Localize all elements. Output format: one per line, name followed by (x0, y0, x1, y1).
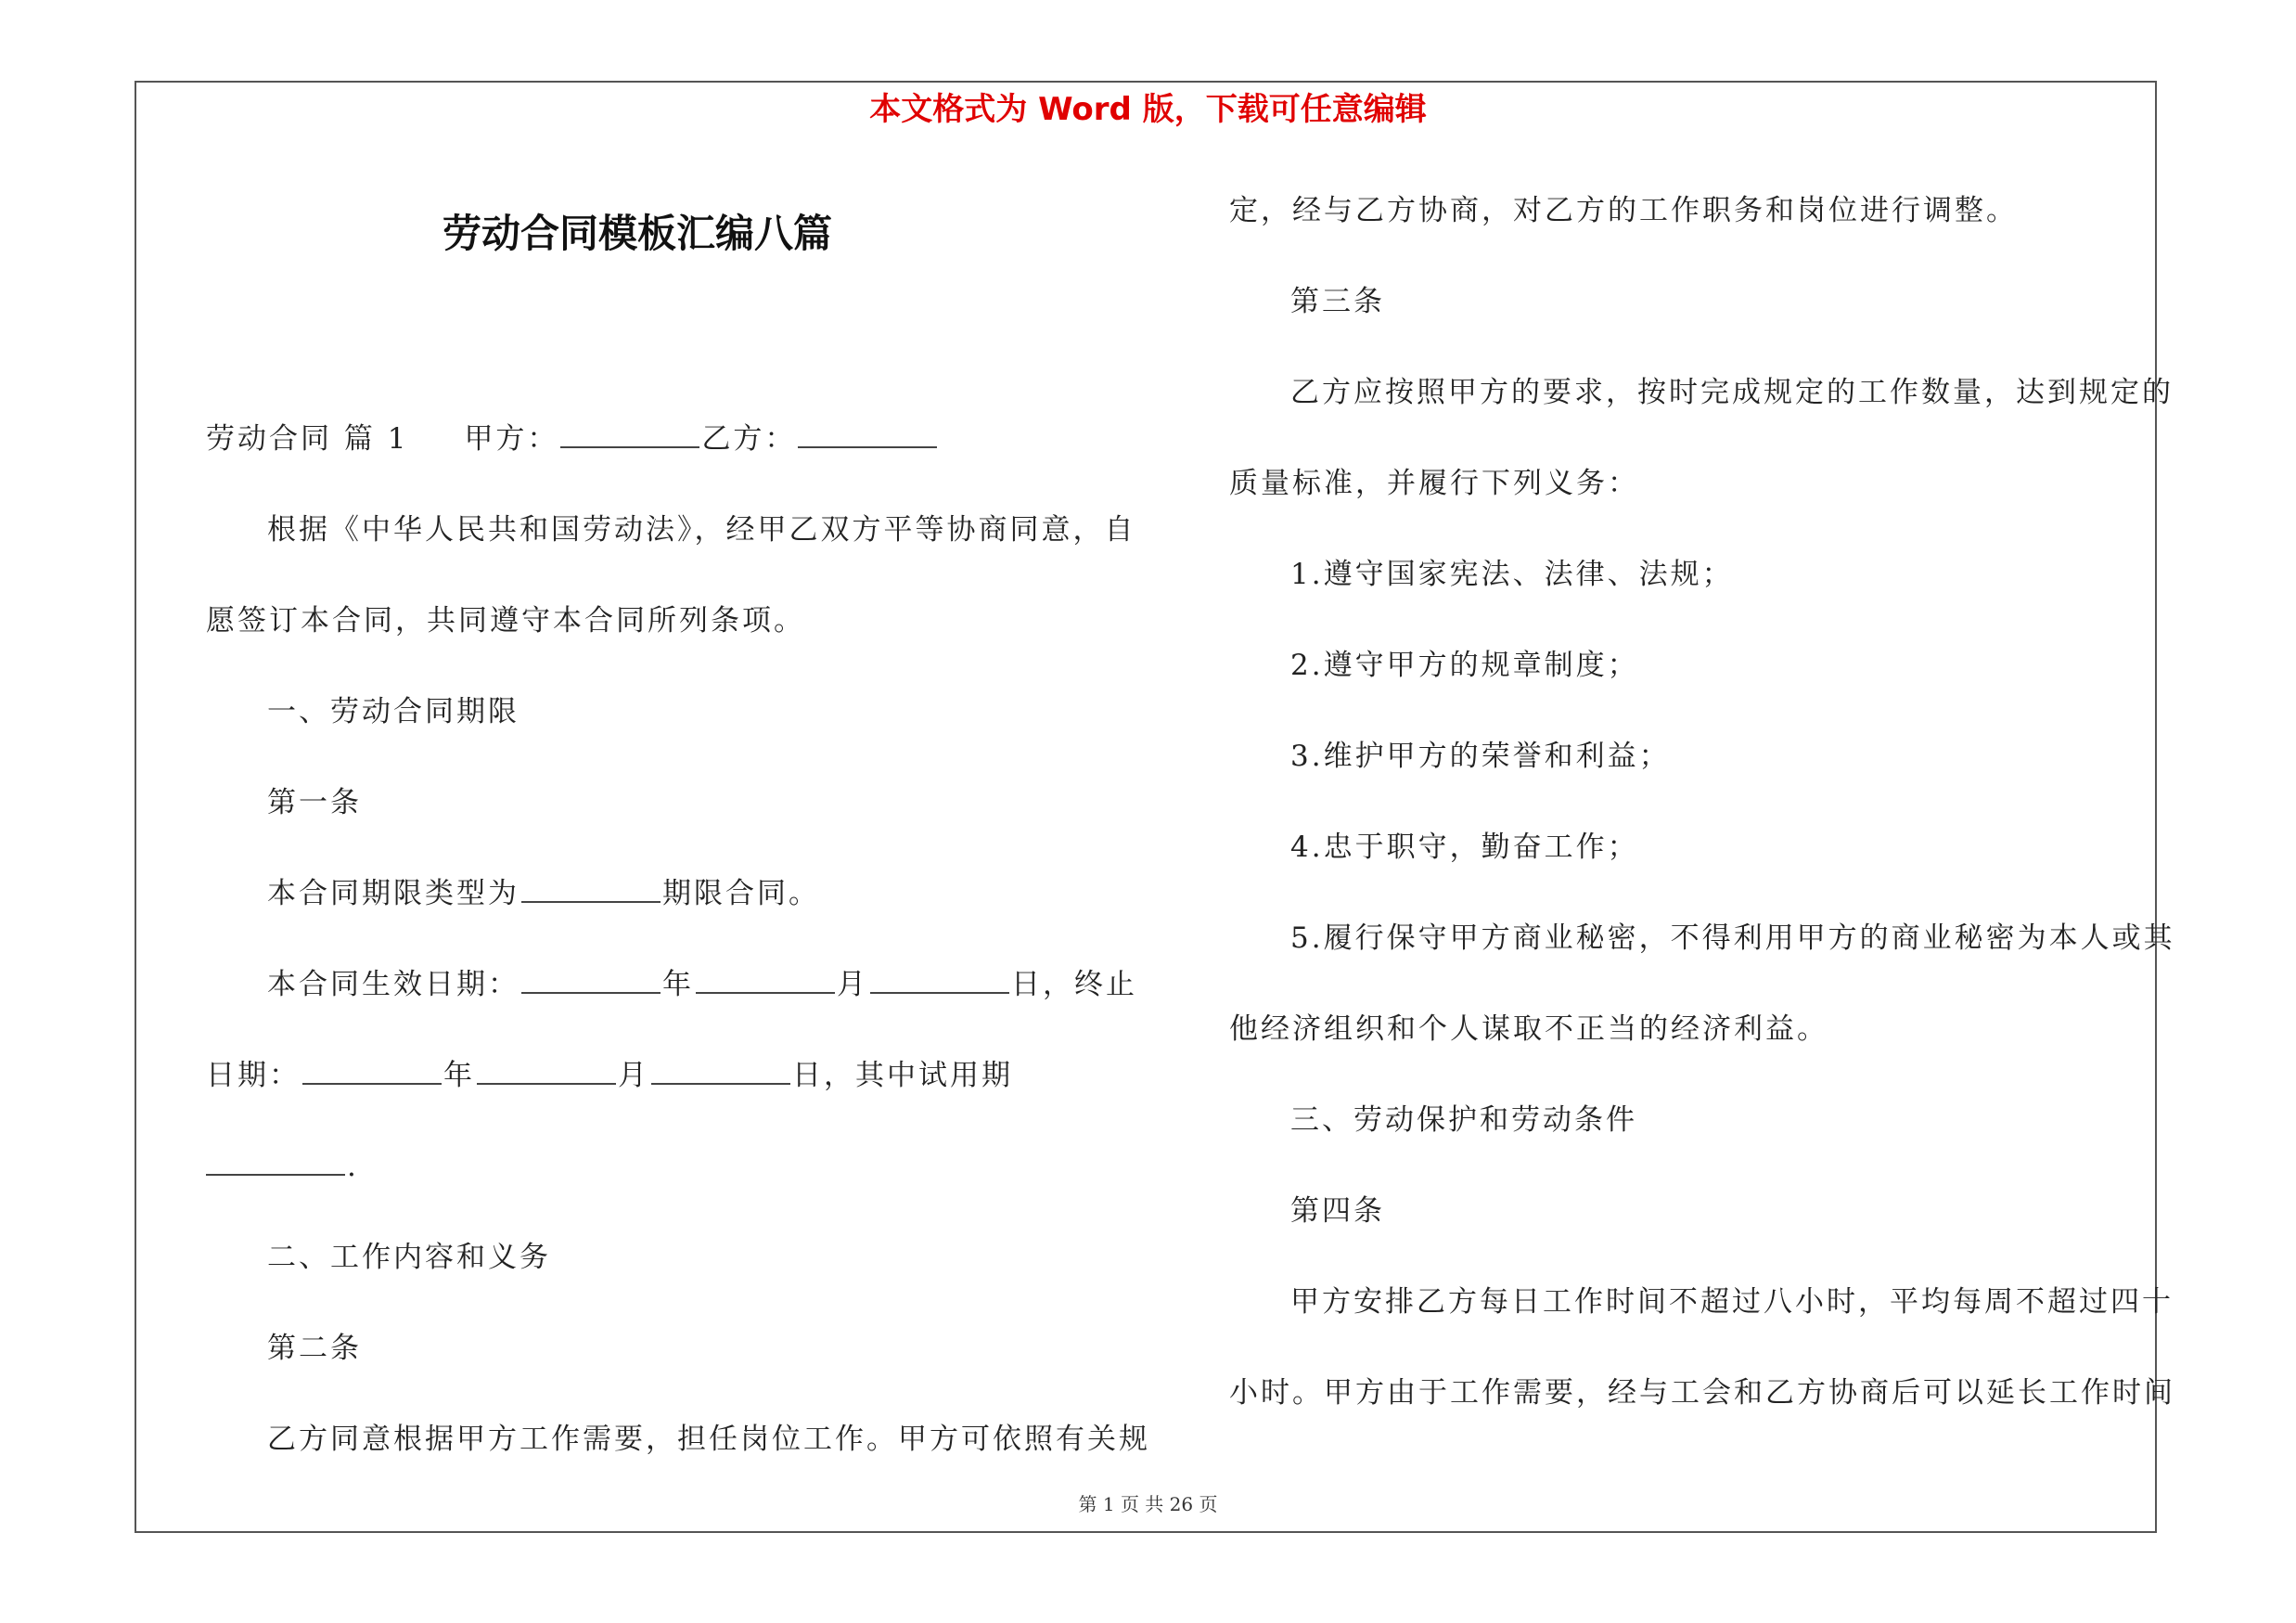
list-item: 1.遵守国家宪法、法律、法规； (1290, 558, 1734, 591)
contract-header-line (206, 411, 1134, 502)
date-blank (302, 1048, 442, 1085)
paragraph: 愿签订本合同，共同遵守本合同所列条项。 (206, 604, 805, 638)
article-heading: 第四条 (1290, 1194, 1385, 1228)
term-type-suffix: 期限合同。 (662, 877, 820, 910)
term-type-label: 本合同期限类型为 (267, 877, 519, 910)
document-title: 劳动合同模板汇编八篇 (442, 211, 832, 256)
month-label: 月 (618, 1059, 649, 1092)
party-b-label: 乙方： (701, 422, 797, 456)
paragraph (206, 1048, 1134, 1139)
list-item-continuation: 他经济组织和个人谋取不正当的经济利益。 (1229, 1012, 1828, 1046)
list-item: 2.遵守甲方的规章制度； (1290, 649, 1639, 682)
section-heading: 一、劳动合同期限 (267, 695, 519, 728)
paragraph: 小时。甲方由于工作需要，经与工会和乙方协商后可以延长工作时间 (1229, 1376, 2175, 1410)
article-heading: 第一条 (267, 786, 362, 819)
party-a-blank (560, 411, 699, 448)
right-column (1229, 183, 2175, 1456)
article-heading: 第二条 (267, 1332, 362, 1365)
paragraph (206, 866, 1134, 957)
page-number: 第 1 页 共 26 页 (1078, 1493, 1218, 1515)
year-label: 年 (662, 968, 694, 1001)
paragraph: 甲方安排乙方每日工作时间不超过八小时，平均每周不超过四十 (1290, 1285, 2174, 1319)
paragraph (206, 957, 1137, 1048)
party-a-label: 甲方： (464, 422, 559, 456)
date-blank (521, 957, 661, 994)
month-label: 月 (837, 968, 868, 1001)
paragraph: 定，经与乙方协商，对乙方的工作职务和岗位进行调整。 (1229, 194, 2018, 227)
day-end-label: 日，终止 (1011, 968, 1137, 1001)
list-item: 5.履行保守甲方商业秘密，不得利用甲方的商业秘密为本人或其 (1290, 921, 2175, 955)
date-blank (870, 957, 1009, 994)
effective-date-label: 本合同生效日期： (267, 968, 519, 1001)
list-item: 3.维护甲方的荣誉和利益； (1290, 740, 1671, 773)
paragraph: 乙方同意根据甲方工作需要，担任岗位工作。甲方可依照有关规 (267, 1423, 1150, 1456)
article-heading: 第三条 (1290, 285, 1385, 318)
paragraph (206, 1139, 1134, 1230)
section-heading: 二、工作内容和义务 (267, 1241, 551, 1274)
period-mark: . (347, 1150, 359, 1183)
section-heading: 三、劳动保护和劳动条件 (1290, 1103, 1637, 1137)
date-blank (651, 1048, 790, 1085)
format-banner: 本文格式为 Word 版，下载可任意编辑 (869, 91, 1427, 128)
paragraph: 质量标准，并履行下列义务： (1229, 467, 1639, 500)
paragraph: 乙方应按照甲方的要求，按时完成规定的工作数量，达到规定的 (1290, 376, 2174, 409)
date-blank (477, 1048, 616, 1085)
trial-period-label: 日，其中试用期 (792, 1059, 1013, 1092)
trial-period-blank (206, 1139, 345, 1176)
paragraph: 根据《中华人民共和国劳动法》，经甲乙双方平等协商同意，自 (267, 513, 1136, 547)
party-b-blank (798, 411, 937, 448)
term-type-blank (521, 866, 661, 903)
end-date-label: 日期： (206, 1059, 301, 1092)
year-label: 年 (443, 1059, 475, 1092)
contract-number: 劳动合同 篇 1 (206, 422, 409, 456)
date-blank (696, 957, 835, 994)
left-column (206, 411, 1150, 1502)
list-item: 4.忠于职守，勤奋工作； (1290, 831, 1639, 864)
